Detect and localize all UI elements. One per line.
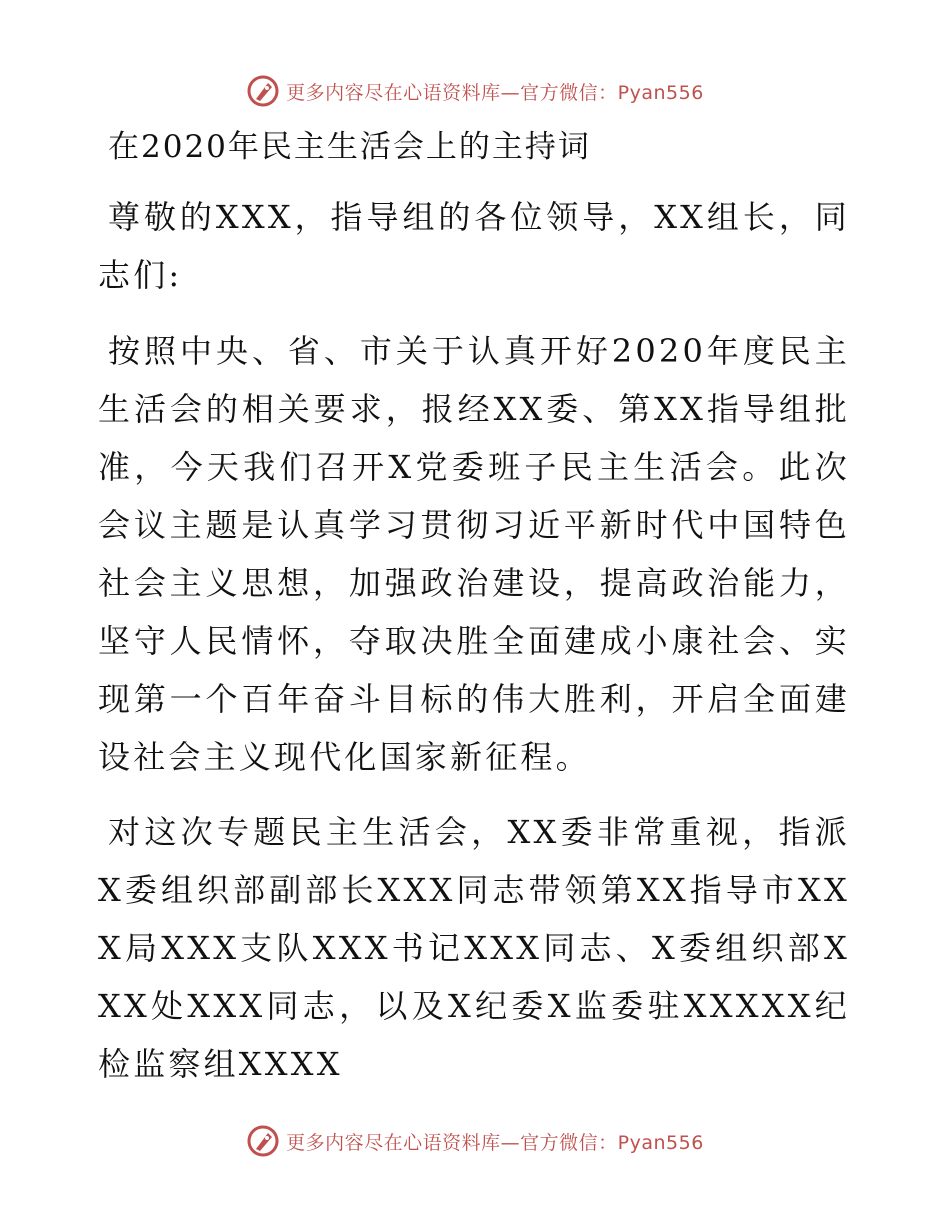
document-title: 在2020年民主生活会上的主持词 xyxy=(108,129,591,165)
footer-watermark-banner xyxy=(0,1121,950,1161)
document-body xyxy=(98,124,850,1093)
header-watermark-banner xyxy=(0,71,950,111)
paragraph-2: 对这次专题民主生活会，XX委非常重视，指派X委组织部副部长XXX同志带领第XX指导市XXX局XXX支队XXX书记XXX同志、X委组织部XXX处XXX同志，以及X纪委X监委驻XXXXX纪检监察组XXXX xyxy=(98,813,850,1083)
pen-nib-logo-icon xyxy=(246,1124,280,1158)
watermark-text: 更多内容尽在心语资料库—官方微信：Pyan556 xyxy=(286,81,704,104)
salutation: 尊敬的XXX，指导组的各位领导，XX组长，同志们: xyxy=(98,198,850,294)
pen-nib-logo-icon xyxy=(246,74,280,108)
watermark-text: 更多内容尽在心语资料库—官方微信：Pyan556 xyxy=(286,1131,704,1154)
paragraph-1: 按照中央、省、市关于认真开好2020年度民主生活会的相关要求，报经XX委、第XX指导组批准，今天我们召开X党委班子民主生活会。此次会议主题是认真学习贯彻习近平新时代中国特色社会主义思想，加强政治建设，提高政治能力，坚守人民情怀，夺取决胜全面建成小康社会、实现第一个百年奋斗目标的伟大胜利，开启全面建设社会主义现代化国家新征程。 xyxy=(98,332,850,776)
